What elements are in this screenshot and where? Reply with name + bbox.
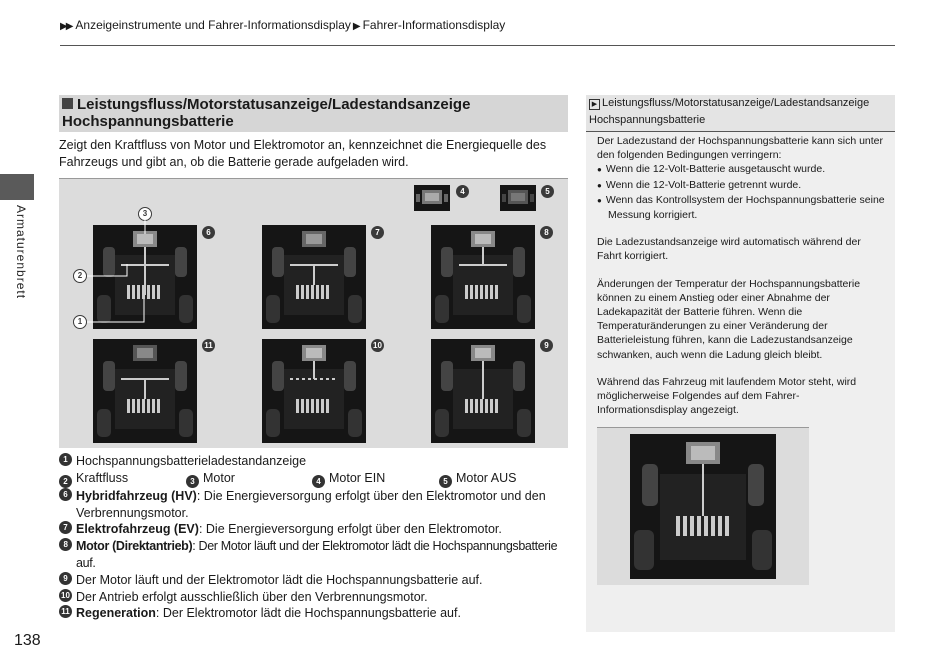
legend-text: Der Antrieb erfolgt ausschließlich über den Verbrennungsmotor. [76,589,428,604]
legend-number: 1 [59,453,72,466]
legend-text: : Der Elektromotor lädt die Hochspannungsbatterie auf. [155,606,461,621]
legend-text: Kraftfluss [76,470,129,485]
sidebar-paragraph-3: Änderungen der Temperatur der Hochspannungsbatterie können zu einem Anstieg oder einer Abnahme der Ladekapazität der Batterie führen. Wenn die Temperaturänderungen zu einer Veränderung der Batterieleistung führen, kann die Ladezustandsanzeige schwanken, auch wenn die Ladung gleich bleibt. [597,277,861,361]
legend-item-11 [59,605,574,622]
legend-text: : Die Energieversorgung erfolgt über den Elektromotor und den Verbrennungsmotor. [76,488,546,520]
legend-number: 10 [59,589,72,602]
legend-item-6 [59,488,574,522]
intro-text: Zeigt den Kraftfluss von Motor und Elektromotor an, kennzeichnet die Energiequelle des Fahrzeugs und gibt an, ob die Batterie gerade aufgeladen wird. [59,138,547,169]
legend-number: 9 [59,572,72,585]
breadcrumb [60,18,505,32]
section-heading [62,96,562,130]
breadcrumb-part-2: Fahrer-Informationsdisplay [362,18,506,32]
diagram-number-1: 1 [73,315,87,329]
legend-number: 11 [59,605,72,618]
legend-number: 6 [59,488,72,501]
legend-bold: Motor (Direktantrieb) [76,539,193,554]
diagram-number-8: 8 [540,226,553,239]
diagram-number-11: 11 [202,339,215,352]
legend-text: Hochspannungsbatterieladestandanzeige [76,454,307,468]
sidebar-bullet-list [597,162,887,222]
legend-text: Motor EIN [329,470,386,485]
car-chassis-graphic [431,339,535,443]
sidebar-bullet: ● Wenn die 12-Volt-Batterie getrennt wurde. [597,178,887,193]
legend-text: : Die Energieversorgung erfolgt über den Elektromotor. [198,522,502,537]
breadcrumb-arrow-icon: ▶ [352,21,361,32]
car-chassis-graphic [93,339,197,443]
chapter-tab [0,174,34,200]
legend-item-2 [59,470,186,488]
legend-number: 2 [59,475,72,488]
legend-bold: Regeneration [76,606,156,621]
sidebar-paragraph-2: Die Ladezustandsanzeige wird automatisch während der Fahrt korrigiert. [597,236,861,263]
legend-item-8 [59,538,574,572]
sidebar-bullet: ● Wenn das Kontrollsystem der Hochspannungsbatterie seine Messung korrigiert. [597,193,887,222]
legend-item-4 [312,470,439,488]
legend [59,453,574,622]
legend-bold: Hybridfahrzeug (HV) [76,488,197,503]
legend-item-7 [59,521,574,538]
diagram-number-7: 7 [371,226,384,239]
sidebar-bullet: ● Wenn die 12-Volt-Batterie ausgetauscht wurde. [597,162,887,177]
diagram-number-9: 9 [540,339,553,352]
power-flow-diagram [59,178,568,448]
diagram-number-6: 6 [202,226,215,239]
display-stationary [630,434,776,579]
car-chassis-graphic [262,339,366,443]
header-rule [60,45,895,46]
breadcrumb-part-1: Anzeigeinstrumente und Fahrer-Informationsdisplay [75,18,351,32]
legend-number: 7 [59,521,72,534]
diagram-number-5: 5 [541,185,554,198]
sidebar-image-frame [597,427,809,585]
legend-item-5 [439,470,516,488]
car-chassis-graphic [431,225,535,329]
chapter-label: Armaturenbrett [14,205,28,300]
sidebar-heading [589,95,889,129]
legend-number: 4 [312,475,325,488]
legend-number: 5 [439,475,452,488]
reference-arrow-icon: ▶ [589,99,600,110]
display-engine-charging [431,339,535,443]
car-chassis-graphic [630,434,776,579]
diagram-number-10: 10 [371,339,384,352]
legend-item-3 [186,470,312,488]
breadcrumb-arrow-icon: ▶▶ [60,21,72,32]
legend-item-1 [59,453,574,470]
legend-number: 8 [59,538,72,551]
diagram-number-3: 3 [138,207,152,221]
sidebar-heading-text: Leistungsfluss/Motorstatusanzeige/Ladestandsanzeige Hochspannungsbatterie [589,97,870,126]
sidebar-paragraph-4: Während das Fahrzeug mit laufendem Motor steht, wird möglicherweise Folgendes auf dem Fahrer-Informationsdisplay angezeigt. [597,375,857,417]
legend-text: Motor [203,470,235,485]
legend-row-2 [59,470,574,488]
diagram-number-2: 2 [73,269,87,283]
sidebar-paragraph-1: Der Ladezustand der Hochspannungsbatterie kann sich unter den folgenden Bedingungen verringern: [597,135,884,162]
sidebar-body [597,134,887,430]
square-bullet-icon [62,98,73,109]
display-engine-direct [431,225,535,329]
display-regeneration [93,339,197,443]
diagram-number-4: 4 [456,185,469,198]
legend-number: 3 [186,475,199,488]
legend-item-10 [59,589,574,606]
display-ev [262,225,366,329]
car-chassis-graphic [262,225,366,329]
legend-item-9 [59,572,574,589]
legend-text: : Der Motor läuft und der Elektromotor lädt die Hochspannungsbatterie auf. [76,539,558,570]
legend-text: Der Motor läuft und der Elektromotor lädt die Hochspannungsbatterie auf. [76,572,483,587]
display-engine-only [262,339,366,443]
page-number: 138 [14,632,41,649]
section-title: Leistungsfluss/Motorstatusanzeige/Ladestandsanzeige Hochspannungsbatterie [62,96,471,130]
legend-text: Motor AUS [456,470,517,485]
legend-bold: Elektrofahrzeug (EV) [76,522,199,537]
